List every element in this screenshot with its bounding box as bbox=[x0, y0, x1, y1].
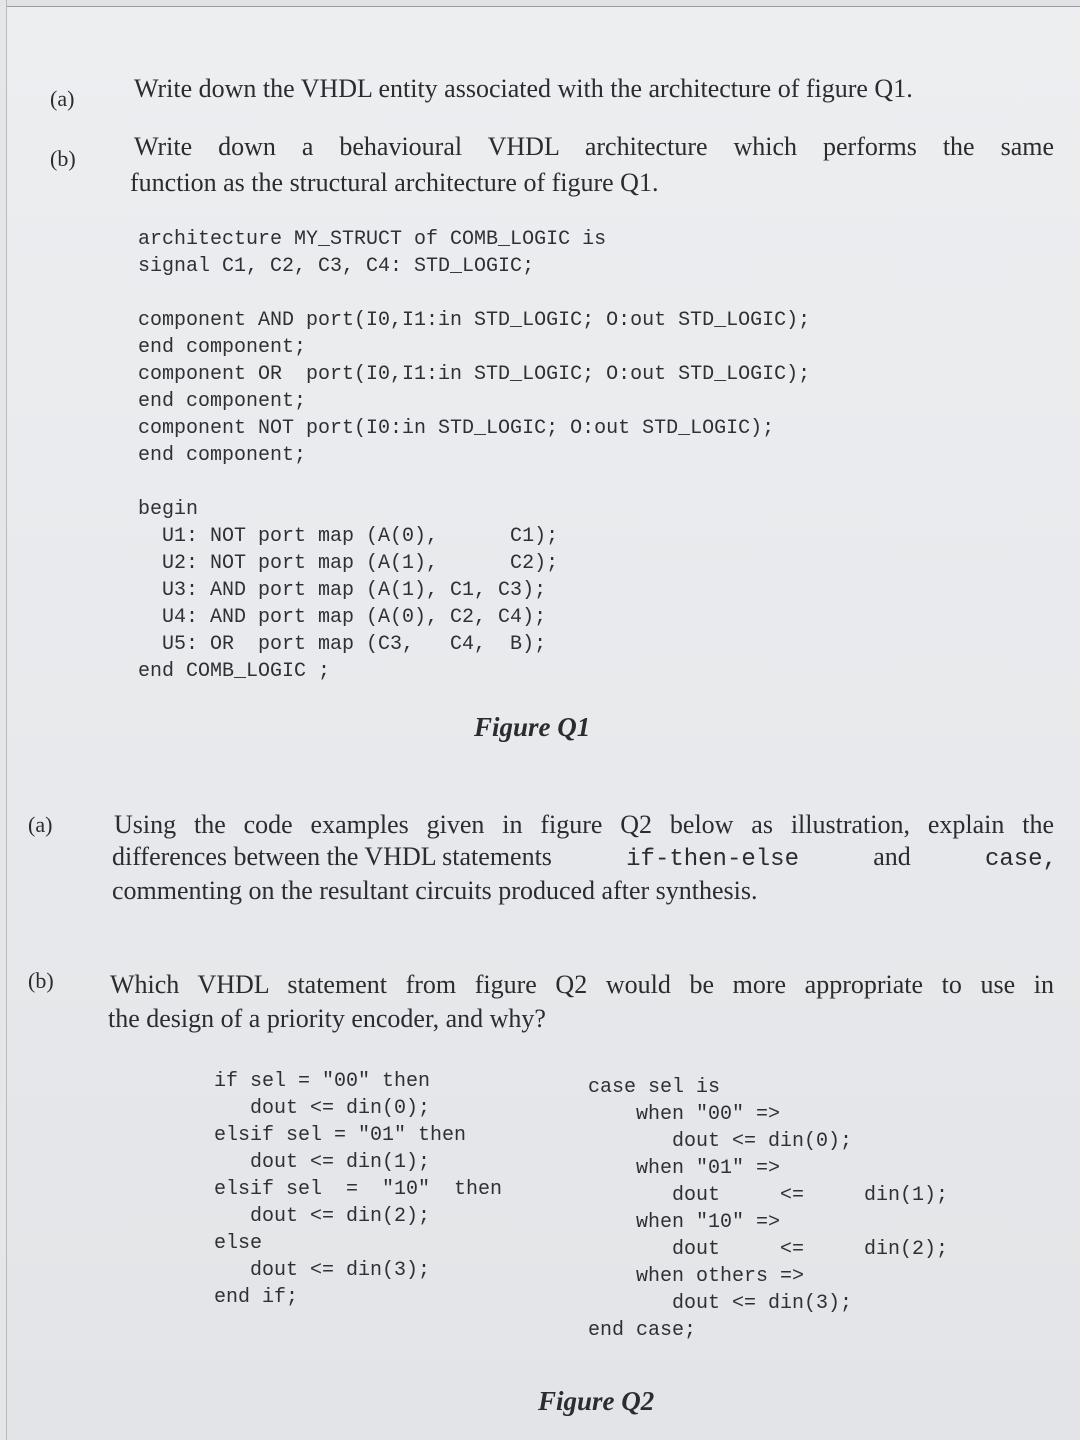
keyword-if-then-else: if-then-else bbox=[626, 846, 799, 873]
q2a-line3: commenting on the resultant circuits produced after synthesis. bbox=[112, 876, 758, 905]
figure-q1-code bbox=[138, 226, 810, 685]
case-code-line: when others => bbox=[588, 1265, 805, 1288]
code-line bbox=[138, 280, 810, 307]
q1b-line2: function as the structural architecture of figure Q1. bbox=[130, 168, 659, 197]
if-code-line: if sel = "00" then bbox=[214, 1070, 431, 1093]
case-code-line: dout <= din(0); bbox=[588, 1130, 853, 1153]
code-line: begin bbox=[138, 498, 199, 521]
case-code-line: dout <= din(1); bbox=[588, 1184, 949, 1207]
q2b-line2: the design of a priority encoder, and why? bbox=[108, 1004, 546, 1033]
case-code-line: when "00" => bbox=[588, 1103, 781, 1126]
page-top-edge bbox=[0, 0, 1080, 7]
q2a-line2 bbox=[112, 840, 1057, 877]
q1b-label: (b) bbox=[50, 146, 76, 171]
if-code-line: else bbox=[214, 1232, 263, 1255]
code-line: end COMB_LOGIC ; bbox=[138, 660, 331, 683]
if-code-line: dout <= din(0); bbox=[214, 1097, 431, 1120]
figure-q2-caption: Figure Q2 bbox=[538, 1386, 655, 1416]
case-code-line: dout <= din(3); bbox=[588, 1292, 853, 1315]
code-line: U5: OR port map (C3, C4, B); bbox=[138, 633, 547, 656]
if-code-line: dout <= din(3); bbox=[214, 1259, 431, 1282]
code-line: end component; bbox=[138, 444, 307, 467]
q2a-and: and bbox=[873, 842, 911, 871]
q1a-label: (a) bbox=[50, 86, 75, 111]
if-code-line: dout <= din(2); bbox=[214, 1205, 431, 1228]
code-line: component AND port(I0,I1:in STD_LOGIC; O:out STD_LOGIC); bbox=[138, 309, 811, 332]
code-line: architecture MY_STRUCT of COMB_LOGIC is bbox=[138, 228, 607, 251]
page-left-edge bbox=[0, 0, 7, 1440]
code-line: U3: AND port map (A(1), C1, C3); bbox=[138, 579, 547, 602]
code-line: component NOT port(I0:in STD_LOGIC; O:out STD_LOGIC); bbox=[138, 417, 775, 440]
figure-q1-caption: Figure Q1 bbox=[474, 712, 591, 742]
case-code-line: when "10" => bbox=[588, 1211, 781, 1234]
if-code-line: end if; bbox=[214, 1286, 299, 1309]
figure-q2-if-code bbox=[214, 1068, 502, 1311]
code-line: signal C1, C2, C3, C4: STD_LOGIC; bbox=[138, 255, 535, 278]
code-line: end component; bbox=[138, 336, 307, 359]
code-line: end component; bbox=[138, 390, 307, 413]
code-line: U1: NOT port map (A(0), C1); bbox=[138, 525, 559, 548]
code-line bbox=[138, 469, 810, 496]
code-line: U2: NOT port map (A(1), C2); bbox=[138, 552, 559, 575]
case-code-line: when "01" => bbox=[588, 1157, 781, 1180]
code-line: component OR port(I0,I1:in STD_LOGIC; O:out STD_LOGIC); bbox=[138, 363, 811, 386]
code-line: U4: AND port map (A(0), C2, C4); bbox=[138, 606, 547, 629]
case-code-line: case sel is bbox=[588, 1076, 721, 1099]
if-code-line: dout <= din(1); bbox=[214, 1151, 431, 1174]
case-code-line: dout <= din(2); bbox=[588, 1238, 949, 1261]
q2a-line1: Using the code examples given in figure Q2 below as illustration, explain the bbox=[114, 810, 1054, 839]
q2b-label: (b) bbox=[28, 968, 54, 993]
q2a-label: (a) bbox=[28, 812, 53, 837]
q2a-line2-text: differences between the VHDL statements bbox=[112, 842, 552, 871]
q2b-line1: Which VHDL statement from figure Q2 would be more appropriate to use in bbox=[110, 970, 1054, 999]
q1a-text: Write down the VHDL entity associated with the architecture of figure Q1. bbox=[134, 74, 913, 103]
if-code-line: elsif sel = "01" then bbox=[214, 1124, 467, 1147]
if-code-line: elsif sel = "10" then bbox=[214, 1178, 503, 1201]
case-code-line: end case; bbox=[588, 1319, 697, 1342]
keyword-case: case, bbox=[984, 846, 1057, 873]
q1b-line1: Write down a behavioural VHDL architecture which performs the same bbox=[134, 132, 1054, 161]
figure-q2-case-code bbox=[588, 1074, 948, 1344]
